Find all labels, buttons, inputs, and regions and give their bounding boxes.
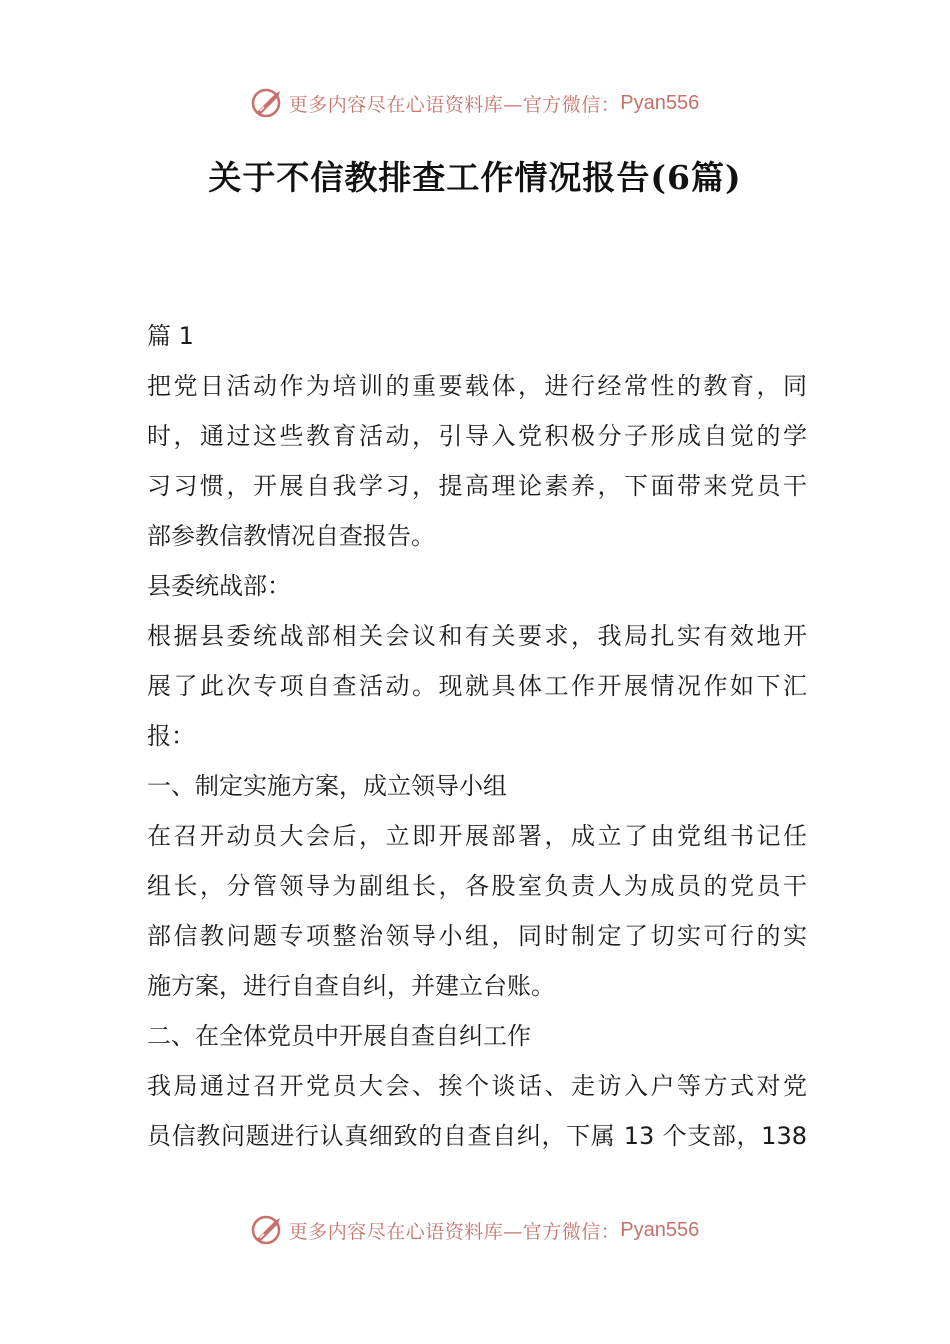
paragraph-line: 习习惯，开展自我学习，提高理论素养，下面带来党员干 xyxy=(147,472,807,500)
paragraph-line: 在召开动员大会后，立即开展部署，成立了由党组书记任 xyxy=(147,822,807,850)
paragraph-line: 时，通过这些教育活动，引导入党积极分子形成自觉的学 xyxy=(147,422,807,450)
document-body xyxy=(147,311,807,1161)
wechat-id: Pyan556 xyxy=(620,91,700,114)
paragraph-line: 部信教问题专项整治领导小组，同时制定了切实可行的实 xyxy=(147,922,807,950)
promo-text: 更多内容尽在心语资料库—官方微信： xyxy=(288,93,621,116)
paragraph-line: 员信教问题进行认真细致的自查自纠，下属 13 个支部，138 xyxy=(147,1122,807,1150)
salutation-line: 县委统战部： xyxy=(147,572,291,600)
subheading-line: 一、制定实施方案，成立领导小组 xyxy=(147,772,507,800)
paragraph-line: 施方案，进行自查自纠，并建立台账。 xyxy=(147,972,555,1000)
paragraph-line: 部参教信教情况自查报告。 xyxy=(147,522,435,550)
paragraph-line: 我局通过召开党员大会、挨个谈话、走访入户等方式对党 xyxy=(147,1072,807,1100)
paragraph-line: 把党日活动作为培训的重要载体，进行经常性的教育，同 xyxy=(147,372,807,400)
paragraph-line: 报： xyxy=(147,722,195,750)
paragraph-line: 根据县委统战部相关会议和有关要求，我局扎实有效地开 xyxy=(147,622,807,650)
promo-text: 更多内容尽在心语资料库—官方微信： xyxy=(288,1220,621,1243)
paragraph-line: 组长，分管领导为副组长，各股室负责人为成员的党员干 xyxy=(147,872,807,900)
pen-logo-icon xyxy=(251,1213,285,1247)
section-heading: 篇 1 xyxy=(147,322,194,350)
document-title: 关于不信教排查工作情况报告(6篇) xyxy=(208,158,742,197)
footer-watermark-banner xyxy=(0,1210,950,1250)
wechat-id: Pyan556 xyxy=(620,1218,700,1241)
paragraph-line: 展了此次专项自查活动。现就具体工作开展情况作如下汇 xyxy=(147,672,807,700)
pen-logo-icon xyxy=(251,86,285,120)
header-watermark-banner xyxy=(0,83,950,123)
subheading-line: 二、在全体党员中开展自查自纠工作 xyxy=(147,1022,531,1050)
